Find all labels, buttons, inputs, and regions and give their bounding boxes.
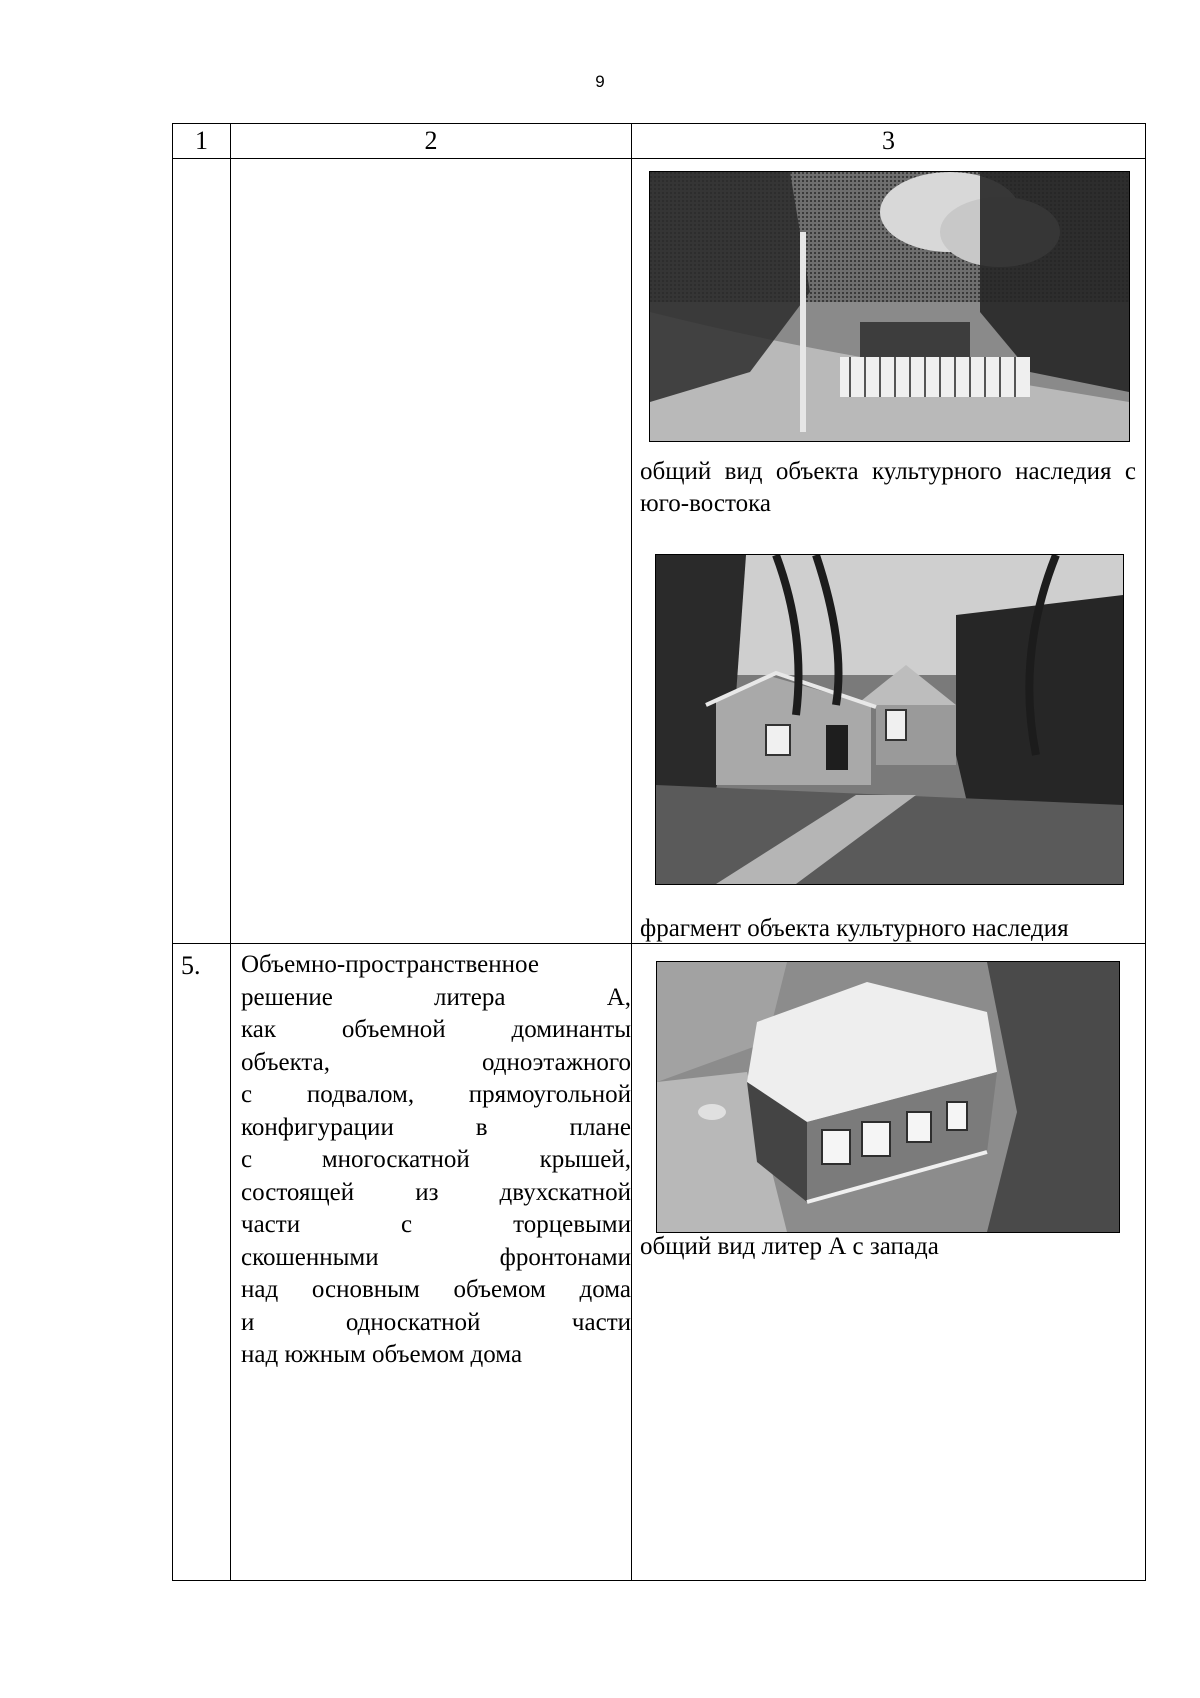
- description-line: конфигурации в плане: [241, 1113, 631, 1141]
- description-line: и односкатной части: [241, 1308, 631, 1336]
- photo-caption: общий вид литер А с запада: [640, 1233, 939, 1260]
- description-line: скошенными фронтонами: [241, 1243, 631, 1271]
- house-trees-photo-icon: [655, 554, 1124, 885]
- description-line: с подвалом, прямоугольной: [241, 1081, 631, 1108]
- description-line: состоящей из двухскатной: [241, 1178, 631, 1206]
- aerial-house-photo-icon: [656, 961, 1120, 1233]
- header-divider: [173, 158, 1145, 159]
- description-line: части с торцевыми: [241, 1211, 631, 1238]
- garden-photo-icon: [649, 171, 1130, 442]
- description-line: как объемной доминанты: [241, 1016, 631, 1043]
- photo-caption: общий вид объекта культурного наследия с юго-востока: [640, 458, 1136, 517]
- header-col-3: 3: [882, 126, 895, 155]
- heritage-table: [172, 123, 1146, 1581]
- header-col-2: 2: [424, 126, 438, 155]
- description-line: решение литера А,: [241, 983, 631, 1011]
- description-line: с многоскатной крышей,: [241, 1146, 631, 1173]
- description-line: объекта, одноэтажного: [241, 1048, 631, 1076]
- row-description: [241, 949, 631, 1372]
- row-number: 5.: [181, 951, 201, 980]
- description-line: над южным объемом дома: [241, 1341, 523, 1368]
- header-col-1: 1: [195, 126, 208, 155]
- description-line: Объемно-пространственное: [241, 951, 539, 978]
- photo-caption: фрагмент объекта культурного наследия: [640, 915, 1069, 942]
- description-line: над основным объемом дома: [241, 1276, 631, 1303]
- page-number: 9: [595, 72, 605, 91]
- table-row: [173, 943, 1145, 1580]
